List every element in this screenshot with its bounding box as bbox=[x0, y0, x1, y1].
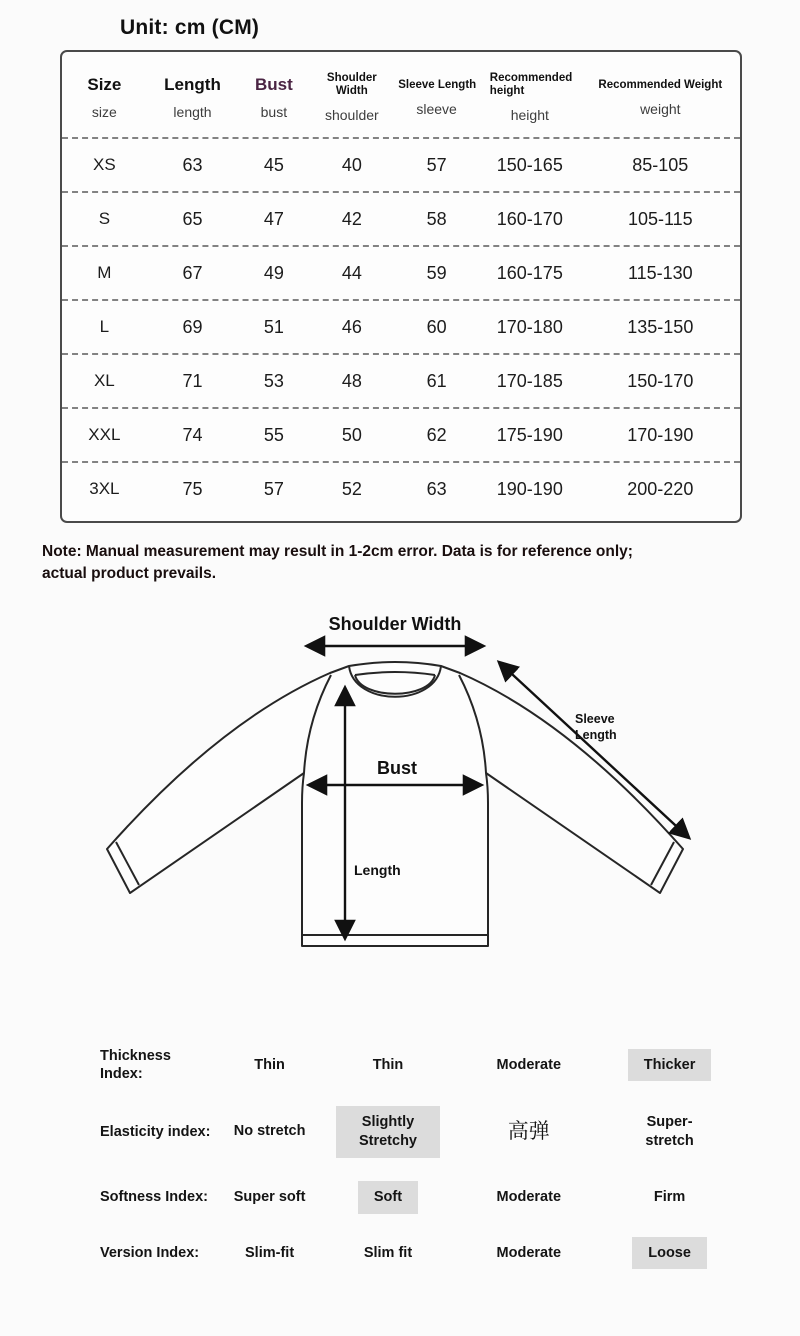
option-selected: Loose bbox=[632, 1237, 707, 1270]
index-row-elasticity: Elasticity index: No stretch Slightly Stretchy 高弹 Super-stretch bbox=[100, 1106, 740, 1158]
index-row-softness: Softness Index: Super soft Soft Moderate Firm bbox=[100, 1181, 740, 1214]
table-row-xl: XL 71 53 48 61 170-185 150-170 bbox=[62, 353, 740, 407]
shirt-diagram-svg bbox=[50, 601, 750, 1011]
sleeve-length-label: Sleeve Length bbox=[575, 711, 617, 742]
table-row-m: M 67 49 44 59 160-175 115-130 bbox=[62, 245, 740, 299]
header-length: Length length bbox=[164, 75, 221, 120]
option: Super soft bbox=[233, 1188, 306, 1205]
page-title: Unit: cm (CM) bbox=[120, 16, 260, 39]
measurement-note-line2: actual product prevails. bbox=[42, 565, 216, 583]
option: Slim fit bbox=[363, 1244, 413, 1261]
header-size: Size size bbox=[87, 75, 122, 120]
length-label: Length bbox=[354, 861, 401, 878]
option-selected: Soft bbox=[358, 1181, 418, 1214]
table-row-3xl: 3XL 75 57 52 63 190-190 200-220 bbox=[62, 461, 740, 515]
option: Moderate bbox=[496, 1056, 562, 1073]
table-row-s: S 65 47 42 58 160-170 105-115 bbox=[62, 191, 740, 245]
index-row-version: Version Index: Slim-fit Slim fit Moderate Loose bbox=[100, 1237, 740, 1270]
option: Thin bbox=[372, 1056, 404, 1073]
bust-label: Bust bbox=[377, 757, 417, 778]
header-bust: Bust bust bbox=[254, 75, 293, 120]
option-selected: Thicker bbox=[628, 1049, 712, 1082]
size-table bbox=[60, 50, 742, 523]
index-row-thickness: Thickness Index: Thin Thin Moderate Thicker bbox=[100, 1047, 740, 1083]
option: Thin bbox=[254, 1056, 285, 1073]
table-row-l: L 69 51 46 60 170-180 135-150 bbox=[62, 299, 740, 353]
option: No stretch bbox=[233, 1123, 306, 1140]
option: 高弹 bbox=[507, 1120, 550, 1144]
option: Moderate bbox=[496, 1244, 562, 1261]
option: Firm bbox=[653, 1188, 686, 1205]
shirt-outline bbox=[107, 662, 683, 946]
header-sleeve: Sleeve Length sleeve bbox=[398, 78, 477, 117]
option-selected: Slightly Stretchy bbox=[336, 1106, 440, 1158]
shirt-measurement-diagram bbox=[0, 601, 800, 1011]
option: Moderate bbox=[496, 1188, 562, 1205]
shoulder-width-label: Shoulder Width bbox=[328, 613, 462, 634]
table-row-xxl: XXL 74 55 50 62 175-190 170-190 bbox=[62, 407, 740, 461]
option: Slim-fit bbox=[245, 1244, 295, 1261]
fabric-index-table bbox=[100, 1047, 740, 1270]
header-height: Recommended height height bbox=[489, 72, 573, 124]
table-row-xs: XS 63 45 40 57 150-165 85-105 bbox=[62, 137, 740, 191]
header-weight: Recommended Weight weight bbox=[598, 78, 723, 117]
option: Super-stretch bbox=[645, 1114, 694, 1149]
size-table-header bbox=[62, 64, 740, 137]
measurement-note bbox=[42, 541, 752, 584]
measurement-note-line1: Note: Manual measurement may result in 1-2cm error. Data is for reference only; bbox=[42, 543, 633, 561]
header-shoulder: Shoulder Width shoulder bbox=[324, 72, 379, 124]
